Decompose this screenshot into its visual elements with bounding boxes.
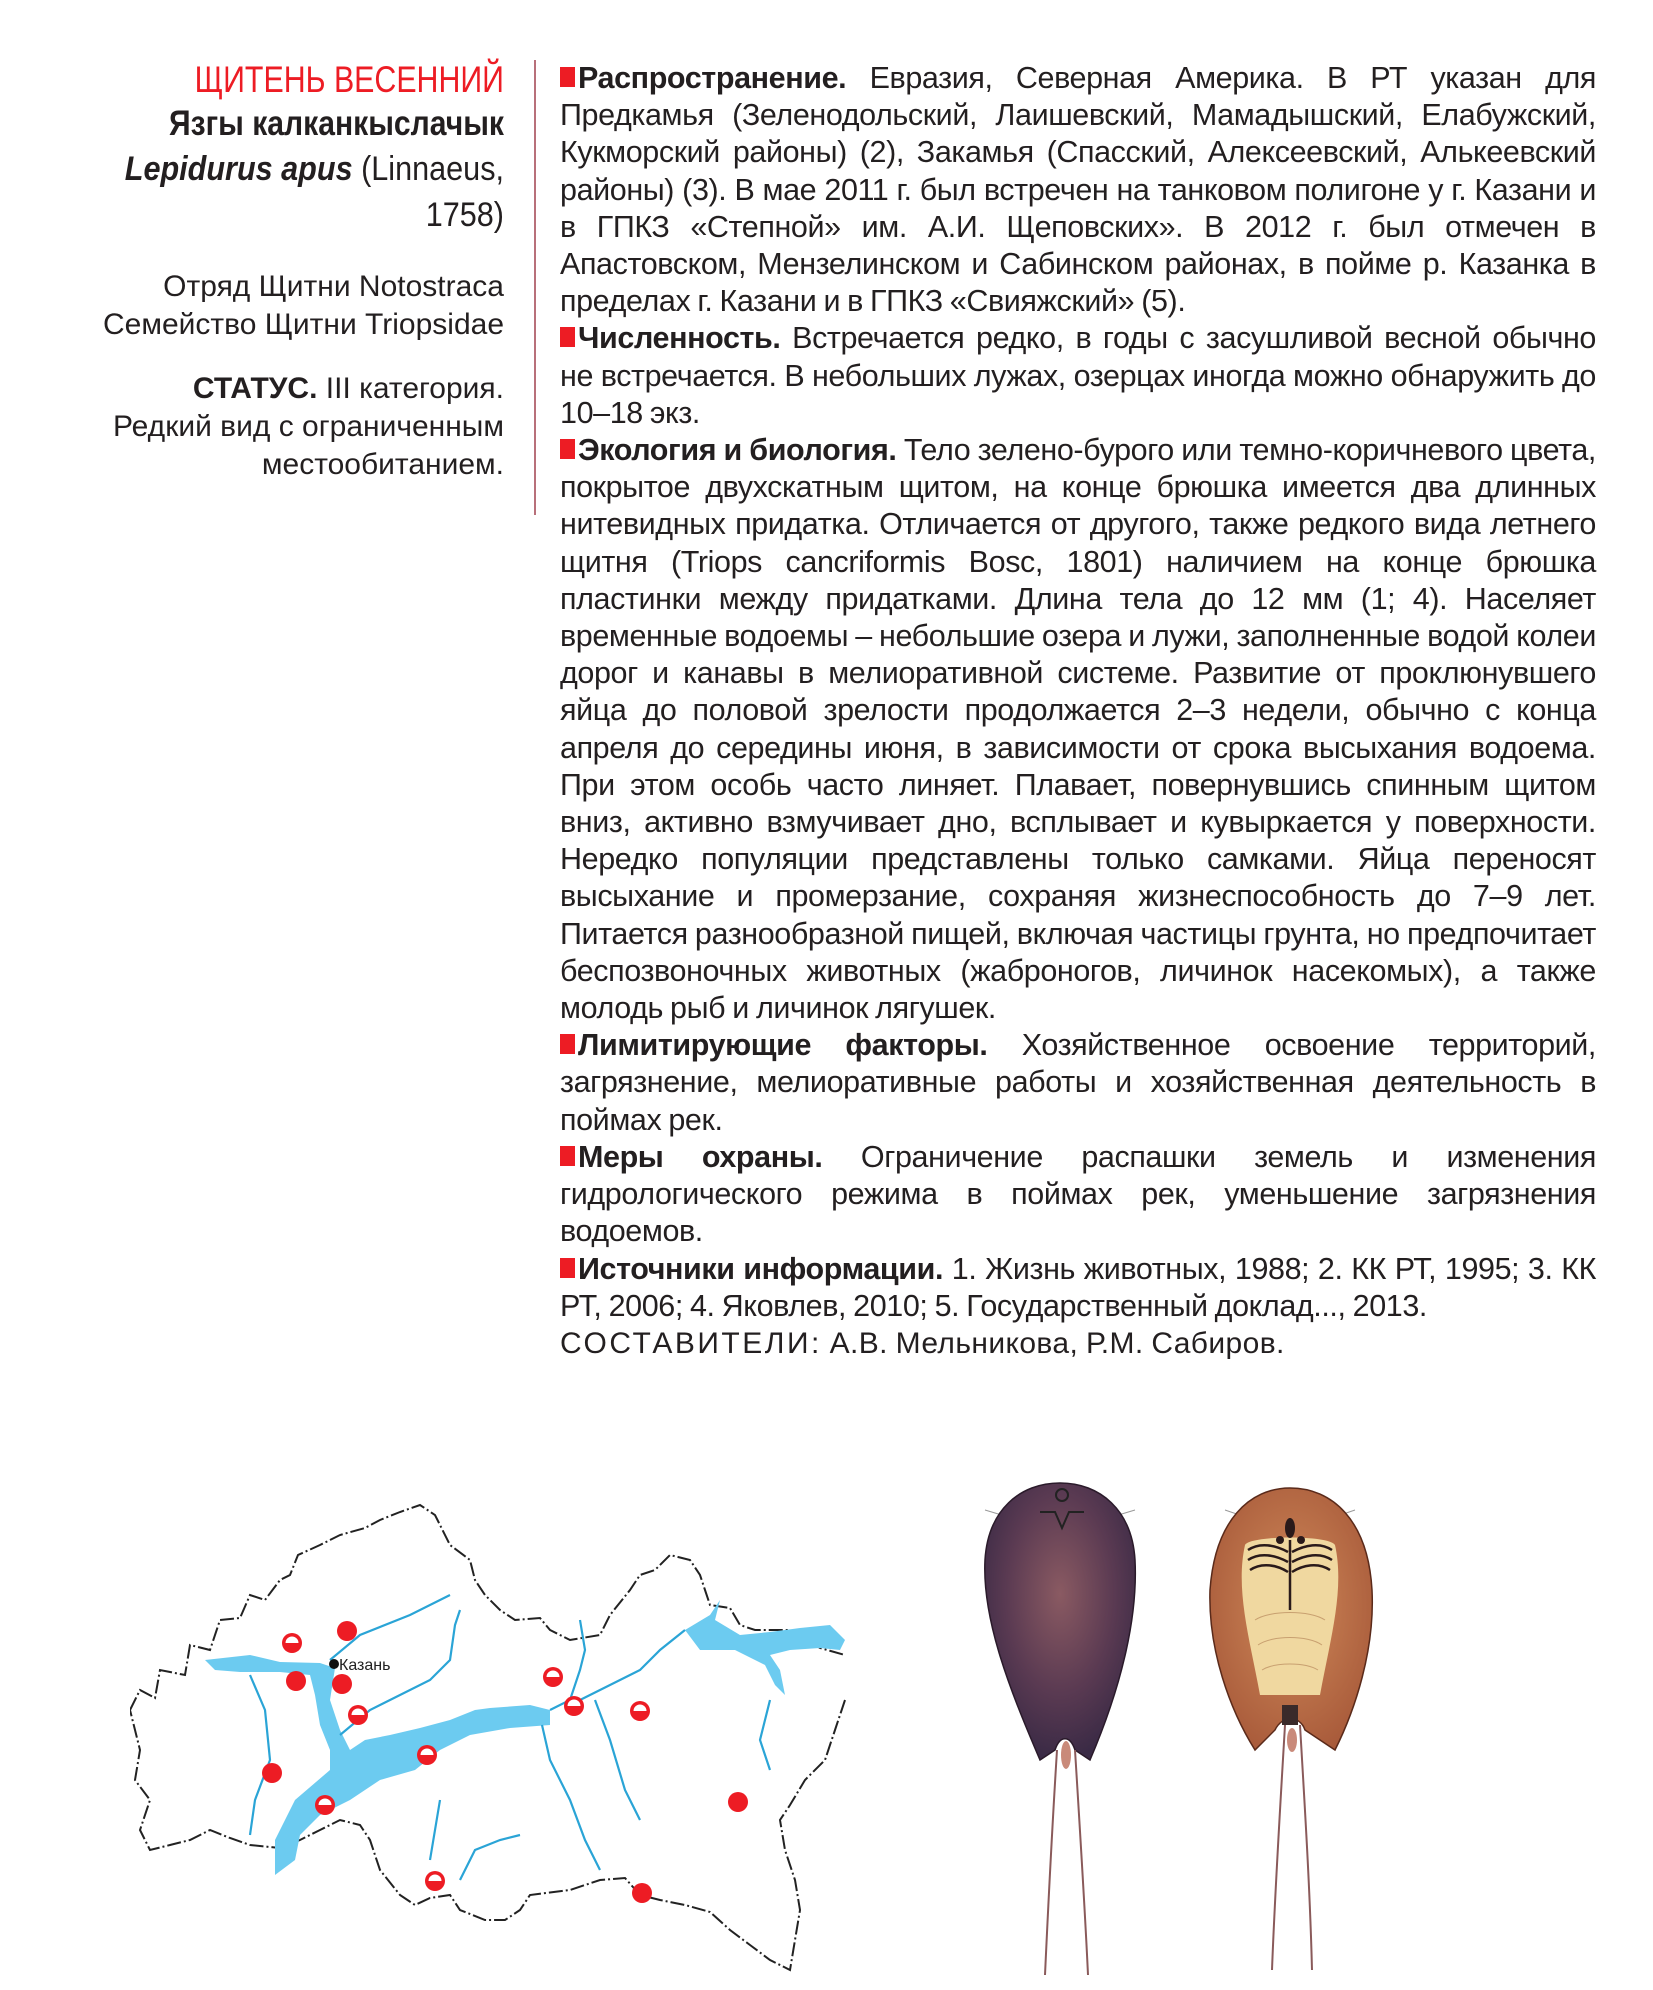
distribution-map (130, 1500, 850, 1980)
species-header (40, 58, 504, 484)
status-label: СТАТУС. (192, 372, 318, 405)
section-bullet-icon (560, 1258, 575, 1278)
section-heading: Лимитирующие факторы. (578, 1028, 988, 1063)
status-block (40, 370, 504, 484)
marker-half-icon (564, 1696, 584, 1716)
marker-full-icon (262, 1763, 282, 1783)
marker-full-icon (332, 1674, 352, 1694)
taxonomy-family: Семейство Щитни Triopsidae (102, 308, 504, 341)
species-illustration (960, 1450, 1600, 1990)
section-bullet-icon (560, 1146, 575, 1166)
map-border (130, 1505, 845, 1970)
status-category: III категория. (317, 372, 504, 405)
section-text: Тело зелено-бурого или темно-коричневого цвета, покрытое двухскатным щитом, на конце брюшка имеется два длинных нитевидных придатка. Отличается от другого, также редкого вида летнего щитня (Triops cancriformis Bosc, 1801) наличием на конце брюшка пластинки между придатками. Длина тела до 12 мм (1; 4). Населяет временные водоемы – небольшие озера и лужи, заполненные водой колеи дорог и канавы в мелиоративной системе. Развитие от проклюнувшего яйца до половой зрелости продолжается 2–3 недели, обычно с конца апреля до середины июня, в зависимости от срока высыхания водоема. При этом особь часто линяет. Плавает, повернувшись спинным щитом вниз, активно взмучивает дно, всплывает и кувыркается у поверхности. Нередко популяции представлены только самками. Яйца переносят высыхание и промерзание, сохраняя жизнеспособность до 7–9 лет. Питается разнообразной пищей, включая частицы грунта, но предпочитает беспозвоночных животных (жаброногов, личинок насекомых), а также молодь рыб и личинок лягушек. (560, 433, 1596, 1026)
section-heading: Источники информации. (578, 1251, 944, 1286)
column-divider (534, 60, 536, 515)
marker-half-icon (417, 1745, 437, 1765)
marker-full-icon (728, 1792, 748, 1812)
section-heading: Распространение. (578, 61, 847, 95)
compilers-names: А.В. Мельникова, Р.М. Сабиров. (821, 1326, 1285, 1360)
dorsal-view-drawing (985, 1483, 1136, 1975)
city-label-kazan: Казань (339, 1657, 391, 1674)
section-abundance (560, 320, 1596, 432)
city-marker-kazan (329, 1659, 339, 1669)
marker-half-icon (315, 1795, 335, 1815)
status-description-1: Редкий вид с ограниченным (112, 410, 504, 443)
section-text: Встречается редко, в годы с засушливой весной обычно не встречается. В небольших лужах, озерцах иногда можно обнаружить до 10–18 экз. (560, 321, 1596, 430)
status-description-2: местообитанием. (261, 448, 504, 481)
section-sources (560, 1251, 1596, 1325)
marker-full-icon (337, 1621, 357, 1641)
marker-half-icon (348, 1705, 368, 1725)
latin-binomial: Lepidurus apus (124, 150, 353, 188)
kama-reservoir (685, 1600, 845, 1695)
section-heading: Экология и биология. (578, 433, 897, 468)
section-ecology (560, 432, 1596, 1027)
marker-full-icon (286, 1671, 306, 1691)
section-bullet-icon (560, 67, 575, 87)
compilers-label: СОСТАВИТЕЛИ: (560, 1326, 822, 1360)
taxonomy-block (40, 268, 504, 344)
species-latin-name (86, 146, 504, 192)
section-text: Евразия, Северная Америка. В РТ указан для Предкамья (Зеленодольский, Лаишевский, Мамадышский, Елабужский, Кукморский районы) (2), Закамья (Спасский, Алексеевский, Алькеевский районы) (3). В мае 2011 г. был встречен на танковом полигоне у г. Казани и в ГПКЗ «Степной» им. А.И. Щеповских». В 2012 г. был отмечен в Апастовском, Мензелинском и Сабинском районах, в пойме р. Казанка в пределах г. Казани и в ГПКЗ «Свияжский» (5). (560, 61, 1596, 319)
section-bullet-icon (560, 439, 575, 459)
latin-year: 1758) (425, 196, 504, 234)
ventral-view-drawing (1210, 1488, 1372, 1970)
section-protection (560, 1139, 1596, 1251)
article-body (560, 60, 1596, 1362)
marker-half-icon (282, 1633, 302, 1653)
section-distribution (560, 60, 1596, 320)
section-text: Хозяйственное освоение территорий, загрязнение, мелиоративные работы и хозяйственная деятельность в поймах рек. (560, 1028, 1596, 1137)
latin-author: (Linnaeus, (361, 150, 504, 188)
taxonomy-order: Отряд Щитни Notostraca (163, 270, 504, 303)
section-bullet-icon (560, 1034, 575, 1054)
section-text: 1. Жизнь животных, 1988; 2. КК РТ, 1995; 3. КК РТ, 2006; 4. Яковлев, 2010; 5. Государственный доклад..., 2013. (560, 1251, 1596, 1323)
section-text: Ограничение распашки земель и изменения гидрологического режима в поймах рек, уменьшение загрязнения водоемов. (560, 1139, 1596, 1249)
section-limiting-factors (560, 1027, 1596, 1139)
species-tatar-name: Язгы калканкыслачык (169, 104, 505, 143)
marker-full-icon (632, 1883, 652, 1903)
section-bullet-icon (560, 327, 575, 347)
species-common-name: ЩИТЕНЬ ВЕСЕННИЙ (194, 59, 505, 100)
compilers (560, 1325, 1596, 1362)
section-heading: Численность. (578, 321, 781, 356)
section-heading: Меры охраны. (578, 1139, 823, 1174)
marker-half-icon (543, 1667, 563, 1687)
marker-half-icon (425, 1871, 445, 1891)
marker-half-icon (630, 1701, 650, 1721)
